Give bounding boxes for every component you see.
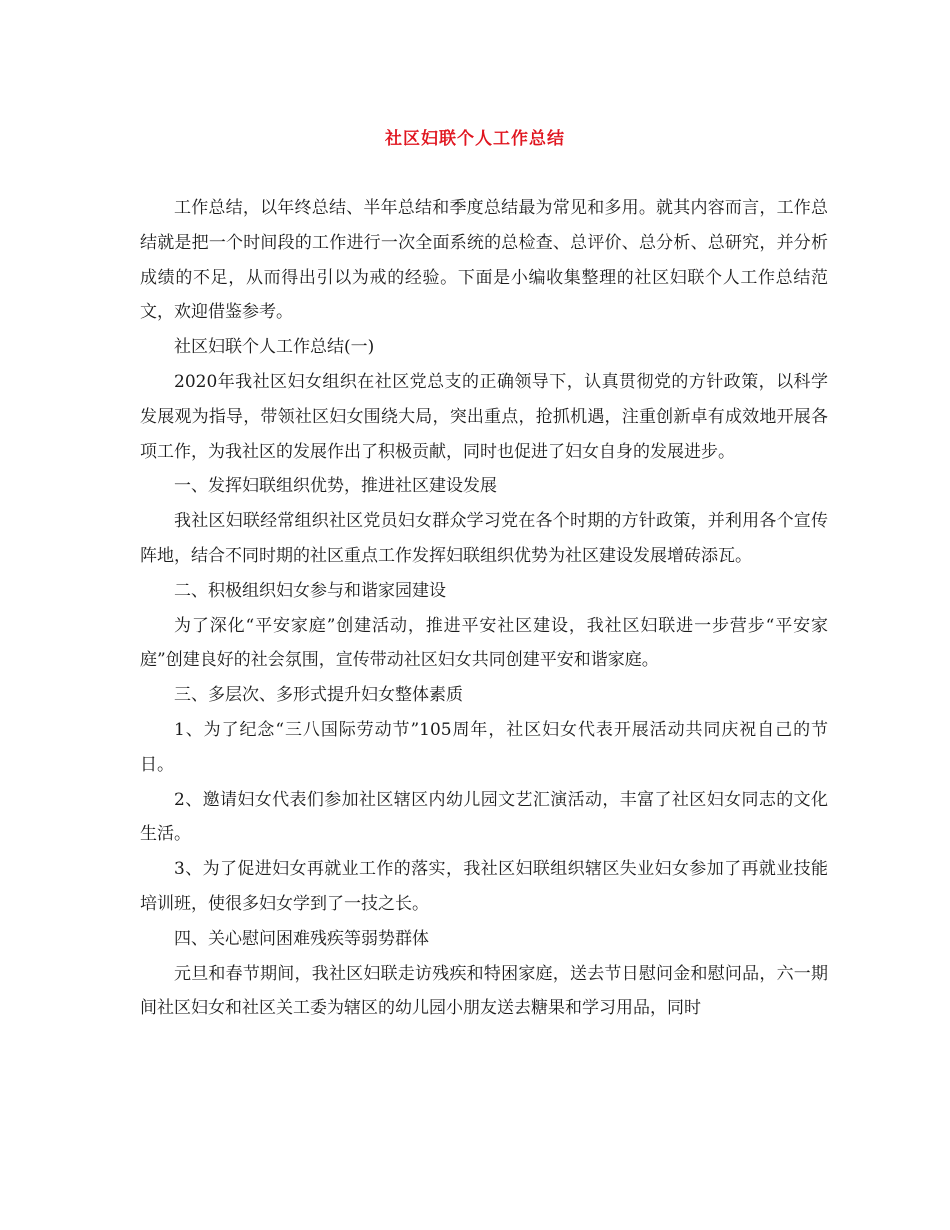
section-heading-part-one: 社区妇联个人工作总结(一) (174, 337, 375, 358)
heading-section-4: 四、关心慰问困难残疾等弱势群体 (174, 928, 429, 949)
document-title: 社区妇联个人工作总结 (385, 129, 565, 149)
list-item-2: 2、邀请妇女代表们参加社区辖区内幼儿园文艺汇演活动，丰富了社区妇女同志的文化生活。 (140, 789, 828, 845)
list-item-1: 1、为了纪念“三八国际劳动节”105周年，社区妇女代表开展活动共同庆祝自己的节日。 (140, 719, 828, 775)
list-item-3: 3、为了促进妇女再就业工作的落实，我社区妇联组织辖区失业妇女参加了再就业技能培训班，使很多妇女学到了一技之长。 (140, 859, 828, 914)
heading-section-3: 三、多层次、多形式提升妇女整体素质 (174, 685, 463, 706)
heading-section-1: 一、发挥妇联组织优势，推进社区建设发展 (174, 476, 497, 497)
paragraph-intro: 工作总结，以年终总结、半年总结和季度总结最为常见和多用。就其内容而言，工作总结就是把一个时间段的工作进行一次全面系统的总检查、总评价、总分析、总研究，并分析成绩的不足，从而得出引以为戒的经验。下面是小编收集整理的社区妇联个人工作总结范文，欢迎借鉴参考。 (140, 198, 828, 323)
paragraph-section-4: 元旦和春节期间，我社区妇联走访残疾和特困家庭，送去节日慰问金和慰问品，六一期间社区妇女和社区关工委为辖区的幼儿园小朋友送去糖果和学习用品，同时 (140, 963, 828, 1019)
document-body (140, 191, 828, 1026)
paragraph-section-1: 我社区妇联经常组织社区党员妇女群众学习党在各个时期的方针政策，并利用各个宣传阵地，结合不同时期的社区重点工作发挥妇联组织优势为社区建设发展增砖添瓦。 (140, 511, 828, 566)
paragraph-section-2: 为了深化“平安家庭”创建活动，推进平安社区建设，我社区妇联进一步营步“平安家庭”创建良好的社会氛围，宣传带动社区妇女共同创建平安和谐家庭。 (140, 615, 828, 671)
paragraph-overview: 2020年我社区妇女组织在社区党总支的正确领导下，认真贯彻党的方针政策，以科学发展观为指导，带领社区妇女围绕大局，突出重点，抢抓机遇，注重创新卓有成效地开展各项工作，为我社区的发展作出了积极贡献，同时也促进了妇女自身的发展进步。 (140, 371, 828, 462)
heading-section-2: 二、积极组织妇女参与和谐家园建设 (174, 580, 446, 601)
